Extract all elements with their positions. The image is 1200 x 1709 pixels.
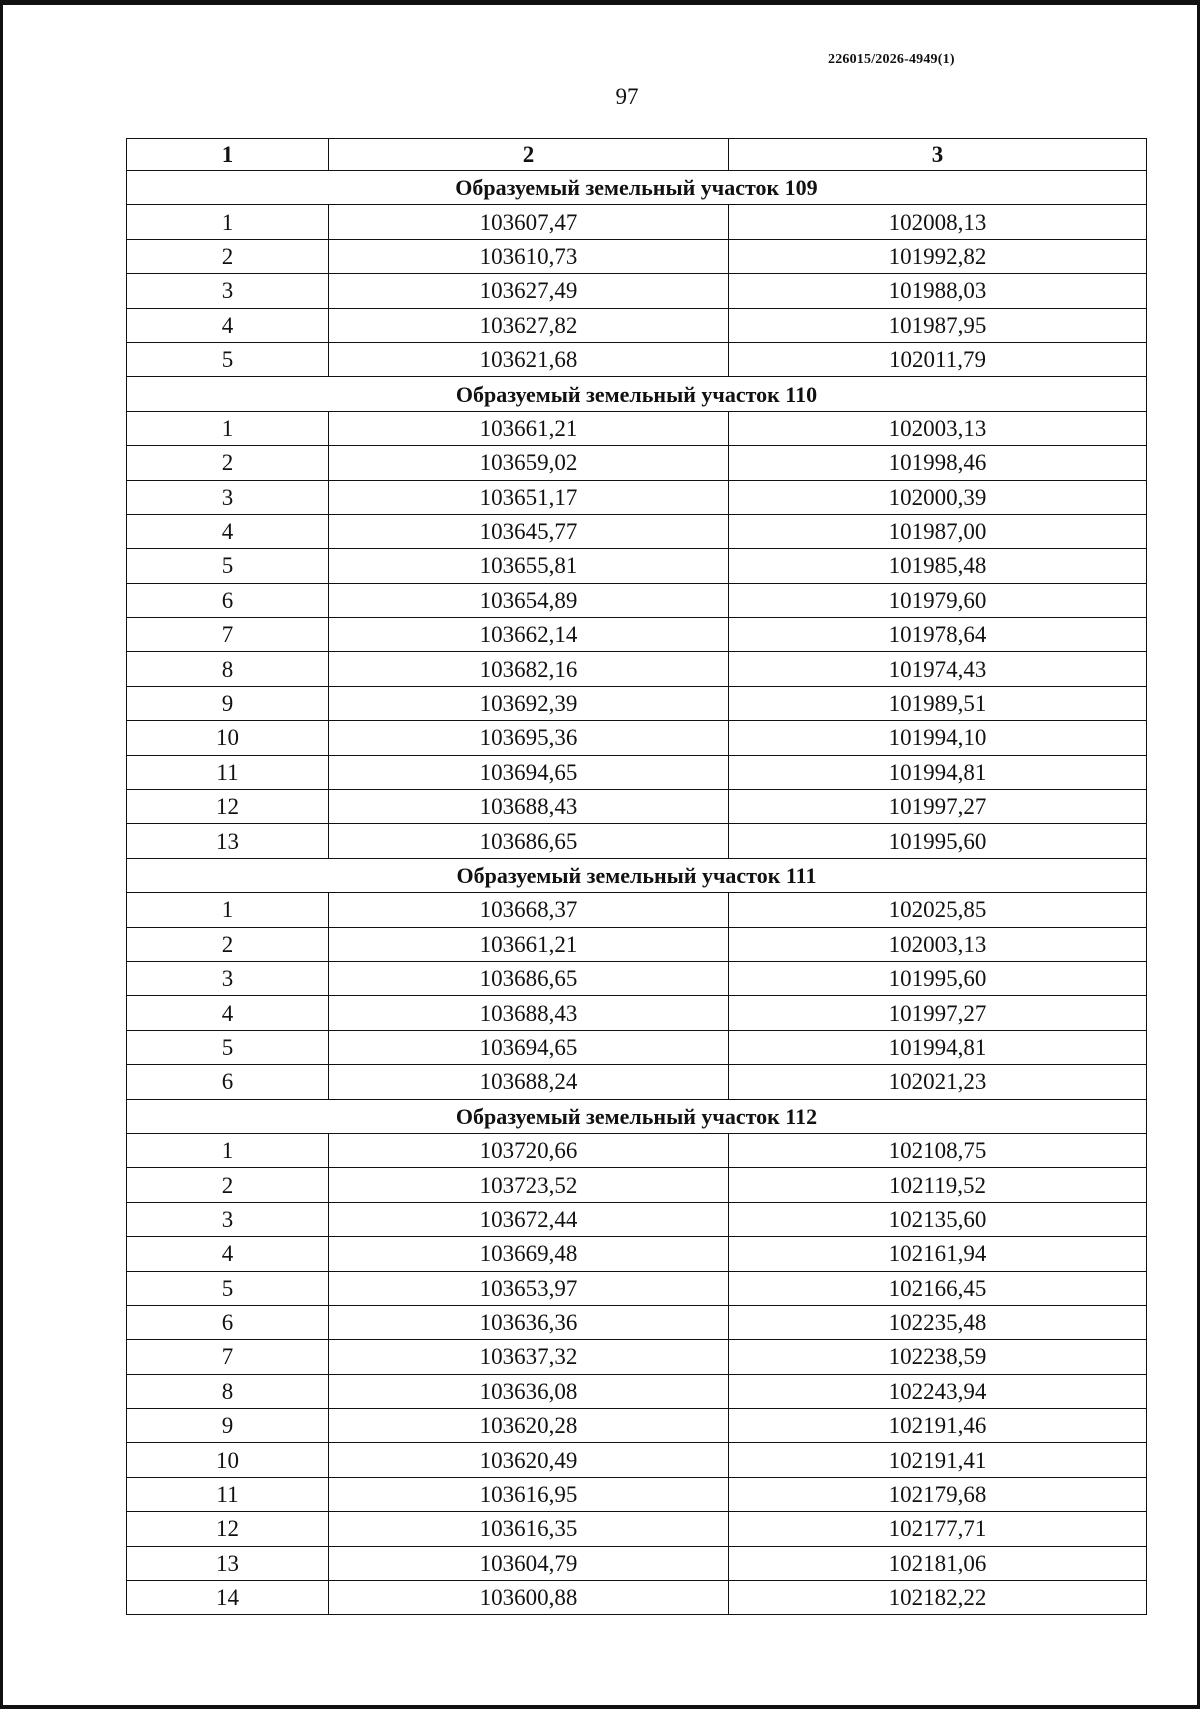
y-coordinate-cell: 102235,48 [729, 1305, 1147, 1339]
y-coordinate-cell: 101997,27 [729, 996, 1147, 1030]
scan-border-bottom [0, 1705, 1200, 1709]
y-coordinate-cell: 102135,60 [729, 1202, 1147, 1236]
section-title-row [127, 1099, 1147, 1133]
table-row [127, 1546, 1147, 1580]
point-number-cell: 11 [127, 755, 329, 789]
table-row [127, 446, 1147, 480]
table-row [127, 1409, 1147, 1443]
x-coordinate-cell: 103616,35 [329, 1512, 729, 1546]
point-number-cell: 2 [127, 446, 329, 480]
x-coordinate-cell: 103686,65 [329, 961, 729, 995]
y-coordinate-cell: 102021,23 [729, 1065, 1147, 1099]
x-coordinate-cell: 103600,88 [329, 1581, 729, 1615]
x-coordinate-cell: 103607,47 [329, 205, 729, 239]
coordinates-table [126, 138, 1147, 1615]
x-coordinate-cell: 103669,48 [329, 1237, 729, 1271]
y-coordinate-cell: 102003,13 [729, 411, 1147, 445]
table-row [127, 1133, 1147, 1167]
point-number-cell: 10 [127, 721, 329, 755]
table-row [127, 1477, 1147, 1511]
x-coordinate-cell: 103662,14 [329, 618, 729, 652]
section-title-row [127, 171, 1147, 205]
y-coordinate-cell: 102119,52 [729, 1168, 1147, 1202]
section-title-row [127, 858, 1147, 892]
x-coordinate-cell: 103627,49 [329, 274, 729, 308]
y-coordinate-cell: 102238,59 [729, 1340, 1147, 1374]
point-number-cell: 5 [127, 549, 329, 583]
point-number-cell: 5 [127, 342, 329, 376]
point-number-cell: 10 [127, 1443, 329, 1477]
x-coordinate-cell: 103723,52 [329, 1168, 729, 1202]
y-coordinate-cell: 102243,94 [729, 1374, 1147, 1408]
point-number-cell: 3 [127, 274, 329, 308]
point-number-cell: 4 [127, 514, 329, 548]
y-coordinate-cell: 101989,51 [729, 686, 1147, 720]
y-coordinate-cell: 101974,43 [729, 652, 1147, 686]
table-row [127, 308, 1147, 342]
y-coordinate-cell: 102161,94 [729, 1237, 1147, 1271]
point-number-cell: 8 [127, 652, 329, 686]
point-number-cell: 8 [127, 1374, 329, 1408]
x-coordinate-cell: 103604,79 [329, 1546, 729, 1580]
point-number-cell: 11 [127, 1477, 329, 1511]
point-number-cell: 3 [127, 961, 329, 995]
y-coordinate-cell: 101994,81 [729, 755, 1147, 789]
y-coordinate-cell: 101997,27 [729, 790, 1147, 824]
point-number-cell: 4 [127, 1237, 329, 1271]
table-row [127, 961, 1147, 995]
y-coordinate-cell: 102179,68 [729, 1477, 1147, 1511]
y-coordinate-cell: 101987,95 [729, 308, 1147, 342]
y-coordinate-cell: 101979,60 [729, 583, 1147, 617]
scan-border-left [0, 0, 3, 1709]
x-coordinate-cell: 103645,77 [329, 514, 729, 548]
point-number-cell: 13 [127, 824, 329, 858]
table-row [127, 205, 1147, 239]
table-row [127, 1271, 1147, 1305]
y-coordinate-cell: 102166,45 [729, 1271, 1147, 1305]
point-number-cell: 12 [127, 1512, 329, 1546]
x-coordinate-cell: 103688,24 [329, 1065, 729, 1099]
table-row [127, 514, 1147, 548]
y-coordinate-cell: 102003,13 [729, 927, 1147, 961]
table-row [127, 824, 1147, 858]
scan-border-top [0, 0, 1200, 5]
point-number-cell: 1 [127, 1133, 329, 1167]
table-row [127, 1305, 1147, 1339]
x-coordinate-cell: 103621,68 [329, 342, 729, 376]
table-row [127, 1237, 1147, 1271]
x-coordinate-cell: 103610,73 [329, 239, 729, 273]
x-coordinate-cell: 103688,43 [329, 790, 729, 824]
x-coordinate-cell: 103654,89 [329, 583, 729, 617]
y-coordinate-cell: 101988,03 [729, 274, 1147, 308]
point-number-cell: 9 [127, 1409, 329, 1443]
header-col-2: 2 [329, 139, 729, 171]
table-row [127, 1340, 1147, 1374]
document-code: 226015/2026-4949(1) [828, 52, 955, 67]
table-row [127, 583, 1147, 617]
table-row [127, 411, 1147, 445]
x-coordinate-cell: 103682,16 [329, 652, 729, 686]
header-col-3: 3 [729, 139, 1147, 171]
point-number-cell: 4 [127, 996, 329, 1030]
point-number-cell: 7 [127, 1340, 329, 1374]
table-row [127, 996, 1147, 1030]
table-row [127, 652, 1147, 686]
x-coordinate-cell: 103688,43 [329, 996, 729, 1030]
y-coordinate-cell: 102108,75 [729, 1133, 1147, 1167]
x-coordinate-cell: 103655,81 [329, 549, 729, 583]
table-row [127, 1443, 1147, 1477]
y-coordinate-cell: 102181,06 [729, 1546, 1147, 1580]
x-coordinate-cell: 103627,82 [329, 308, 729, 342]
y-coordinate-cell: 101992,82 [729, 239, 1147, 273]
x-coordinate-cell: 103695,36 [329, 721, 729, 755]
x-coordinate-cell: 103651,17 [329, 480, 729, 514]
x-coordinate-cell: 103661,21 [329, 411, 729, 445]
y-coordinate-cell: 101985,48 [729, 549, 1147, 583]
y-coordinate-cell: 102191,41 [729, 1443, 1147, 1477]
x-coordinate-cell: 103720,66 [329, 1133, 729, 1167]
table-row [127, 1581, 1147, 1615]
section-title-row [127, 377, 1147, 411]
x-coordinate-cell: 103620,49 [329, 1443, 729, 1477]
table-row [127, 1374, 1147, 1408]
table-row [127, 480, 1147, 514]
page-number: 97 [615, 84, 639, 109]
y-coordinate-cell: 101994,81 [729, 1030, 1147, 1064]
table-row [127, 1202, 1147, 1236]
table-row [127, 239, 1147, 273]
table-row [127, 1065, 1147, 1099]
point-number-cell: 1 [127, 205, 329, 239]
table-row [127, 893, 1147, 927]
x-coordinate-cell: 103653,97 [329, 1271, 729, 1305]
y-coordinate-cell: 101995,60 [729, 824, 1147, 858]
x-coordinate-cell: 103686,65 [329, 824, 729, 858]
x-coordinate-cell: 103661,21 [329, 927, 729, 961]
point-number-cell: 1 [127, 411, 329, 445]
table-row [127, 790, 1147, 824]
section-title: Образуемый земельный участок 112 [127, 1099, 1147, 1133]
point-number-cell: 13 [127, 1546, 329, 1580]
y-coordinate-cell: 102008,13 [729, 205, 1147, 239]
x-coordinate-cell: 103694,65 [329, 755, 729, 789]
point-number-cell: 4 [127, 308, 329, 342]
point-number-cell: 2 [127, 239, 329, 273]
x-coordinate-cell: 103672,44 [329, 1202, 729, 1236]
table-row [127, 1030, 1147, 1064]
x-coordinate-cell: 103668,37 [329, 893, 729, 927]
table-row [127, 686, 1147, 720]
y-coordinate-cell: 101978,64 [729, 618, 1147, 652]
x-coordinate-cell: 103692,39 [329, 686, 729, 720]
section-title: Образуемый земельный участок 109 [127, 171, 1147, 205]
point-number-cell: 1 [127, 893, 329, 927]
point-number-cell: 5 [127, 1271, 329, 1305]
point-number-cell: 6 [127, 583, 329, 617]
section-title: Образуемый земельный участок 111 [127, 858, 1147, 892]
point-number-cell: 6 [127, 1305, 329, 1339]
point-number-cell: 12 [127, 790, 329, 824]
x-coordinate-cell: 103659,02 [329, 446, 729, 480]
y-coordinate-cell: 101994,10 [729, 721, 1147, 755]
table-row [127, 274, 1147, 308]
table-row [127, 755, 1147, 789]
header-col-1: 1 [127, 139, 329, 171]
y-coordinate-cell: 101998,46 [729, 446, 1147, 480]
y-coordinate-cell: 102191,46 [729, 1409, 1147, 1443]
point-number-cell: 9 [127, 686, 329, 720]
x-coordinate-cell: 103636,36 [329, 1305, 729, 1339]
y-coordinate-cell: 102182,22 [729, 1581, 1147, 1615]
y-coordinate-cell: 102177,71 [729, 1512, 1147, 1546]
y-coordinate-cell: 101987,00 [729, 514, 1147, 548]
table-body [127, 171, 1147, 1615]
table-row [127, 1168, 1147, 1202]
point-number-cell: 3 [127, 480, 329, 514]
y-coordinate-cell: 101995,60 [729, 961, 1147, 995]
table-row [127, 927, 1147, 961]
point-number-cell: 14 [127, 1581, 329, 1615]
point-number-cell: 2 [127, 927, 329, 961]
point-number-cell: 3 [127, 1202, 329, 1236]
table-row [127, 549, 1147, 583]
section-title: Образуемый земельный участок 110 [127, 377, 1147, 411]
y-coordinate-cell: 102025,85 [729, 893, 1147, 927]
x-coordinate-cell: 103636,08 [329, 1374, 729, 1408]
x-coordinate-cell: 103620,28 [329, 1409, 729, 1443]
table-row [127, 1512, 1147, 1546]
x-coordinate-cell: 103616,95 [329, 1477, 729, 1511]
table-header-row [127, 139, 1147, 171]
y-coordinate-cell: 102011,79 [729, 342, 1147, 376]
point-number-cell: 5 [127, 1030, 329, 1064]
table-row [127, 721, 1147, 755]
point-number-cell: 6 [127, 1065, 329, 1099]
point-number-cell: 2 [127, 1168, 329, 1202]
table-row [127, 618, 1147, 652]
x-coordinate-cell: 103637,32 [329, 1340, 729, 1374]
x-coordinate-cell: 103694,65 [329, 1030, 729, 1064]
table-row [127, 342, 1147, 376]
y-coordinate-cell: 102000,39 [729, 480, 1147, 514]
point-number-cell: 7 [127, 618, 329, 652]
